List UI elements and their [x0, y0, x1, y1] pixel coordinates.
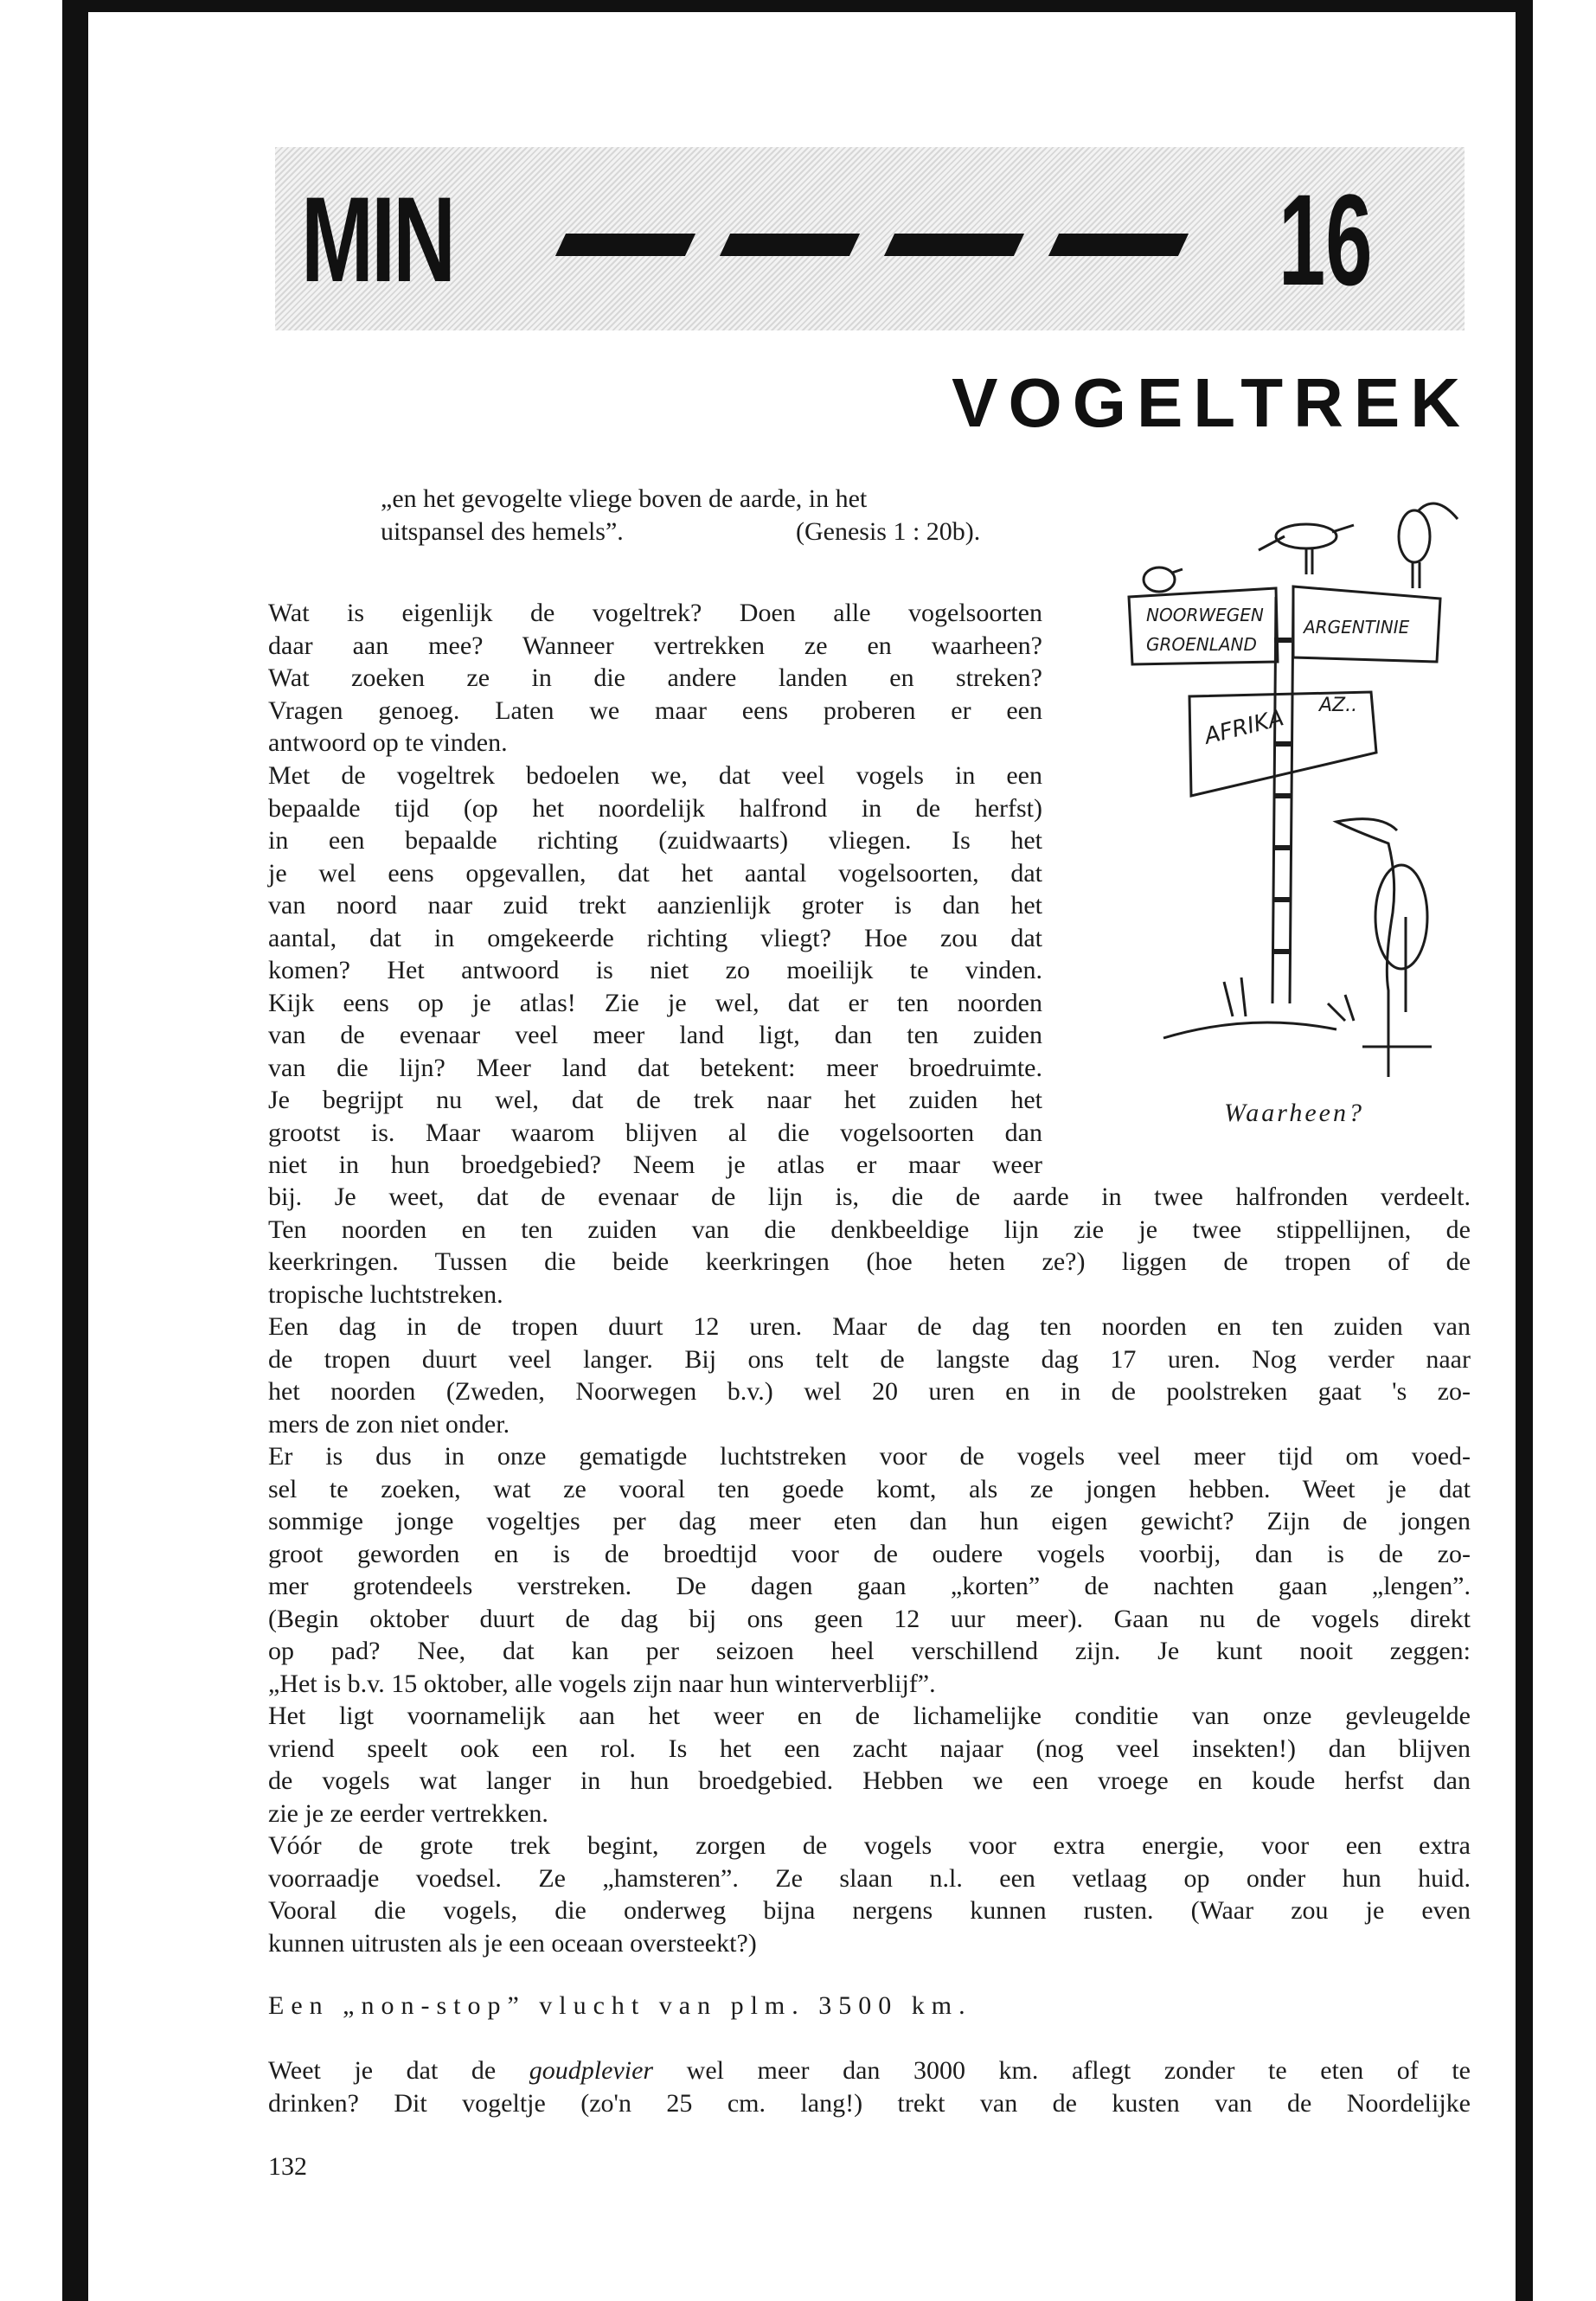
- scan-edge-right: [1516, 0, 1533, 2301]
- text-line: drinken? Dit vogeltje (zo'n 25 cm. lang!) trekt van de kusten van de Noordelijke: [268, 2088, 1471, 2118]
- banner-dash: [884, 234, 1024, 256]
- text-line: mer grotendeels verstreken. De dagen gaan „korten” de nachten gaan „lengen”.: [268, 1572, 1471, 1600]
- sign-label: NOORWEGEN: [1146, 605, 1264, 625]
- section-subheading: [268, 1990, 1471, 2022]
- epigraph-line: „en het gevogelte vliege boven de aarde, in het: [381, 484, 868, 513]
- epigraph-reference: (Genesis 1 : 20b).: [796, 517, 981, 546]
- epigraph: [381, 483, 1073, 548]
- text-line: sommige jonge vogeltjes per dag meer eten dan hun eigen gewicht? Zijn de jongen: [268, 1507, 1471, 1535]
- epigraph-text: uitspansel des hemels”.: [381, 517, 624, 546]
- illustration-caption: Waarheen?: [1224, 1099, 1364, 1127]
- text-line: Wat zoeken ze in die andere landen en streken?: [268, 663, 1042, 692]
- text-line: Vragen genoeg. Laten we maar eens proberen er een: [268, 695, 1042, 725]
- scan-edge-top: [62, 0, 1533, 12]
- banner-dash: [555, 234, 695, 256]
- text-line: sel te zoeken, wat ze vooral ten goede komt, als ze jongen hebben. Weet je dat: [268, 1474, 1471, 1503]
- text-line: het noorden (Zweden, Noorwegen b.v.) wel 20 uren en in de poolstreken gaat 's zo-: [268, 1377, 1471, 1406]
- small-bird-icon: [1144, 567, 1175, 592]
- paragraph-feeding: [268, 1440, 1471, 1700]
- text-line: niet in hun broedgebied? Neem je atlas er maar weer: [268, 1150, 1042, 1179]
- text-line: vriend speelt ook een rol. Is het een zacht najaar (nog veel insekten!) dan blijven: [268, 1734, 1471, 1763]
- signpost-illustration: [1112, 484, 1475, 1090]
- paragraph-tropics: [268, 1311, 1471, 1440]
- text-line: komen? Het antwoord is niet zo moeilijk te vinden.: [268, 956, 1042, 984]
- text-line: de vogels wat langer in hun broedgebied. Hebben we een vroege en koude herfst dan: [268, 1766, 1471, 1795]
- paragraph-golden-plover: [268, 2054, 1471, 2119]
- text-line: op pad? Nee, dat kan per seizoen heel verschillend zijn. Je kunt nooit zeggen:: [268, 1637, 1471, 1665]
- banner-label: MIN: [301, 171, 454, 307]
- text-line: Met de vogeltrek bedoelen we, dat veel vogels in een: [268, 761, 1042, 790]
- curlew-icon: [1399, 510, 1430, 562]
- sign-label: ARGENTINIE: [1304, 617, 1410, 638]
- text-line: je wel eens opgevallen, dat het aantal vogelsoorten, dat: [268, 858, 1042, 888]
- text-line: mers de zon niet onder.: [268, 1409, 510, 1439]
- text-line: in een bepaalde richting (zuidwaarts) vliegen. Is het: [268, 826, 1042, 855]
- text-line: Een dag in de tropen duurt 12 uren. Maar de dag ten noorden en ten zuiden van: [268, 1312, 1471, 1341]
- text-line: Vooral die vogels, die onderweg bijna nergens kunnen rusten. (Waar zou je even: [268, 1896, 1471, 1925]
- text-line: zie je ze eerder vertrekken.: [268, 1798, 548, 1828]
- text-line: Er is dus in onze gematigde luchtstreken voor de vogels veel meer tijd om voed-: [268, 1442, 1471, 1471]
- paragraph-migration-continued: [268, 1181, 1471, 1311]
- sign-label: AZ..: [1319, 695, 1358, 716]
- text-line: Vóór de grote trek begint, zorgen de vogels voor extra energie, voor een extra: [268, 1831, 1471, 1860]
- scan-edge-left: [62, 0, 88, 2301]
- text-line: tropische luchtstreken.: [268, 1279, 503, 1309]
- text-line: bij. Je weet, dat de evenaar de lijn is, die de aarde in twee halfronden verdeelt.: [268, 1183, 1471, 1211]
- header-banner: [275, 147, 1465, 330]
- text-line: [268, 2054, 1471, 2087]
- banner-dash: [1048, 234, 1189, 256]
- text-line: Ten noorden en ten zuiden van die denkbeeldige lijn zie je twee stippellijnen, de: [268, 1215, 1471, 1244]
- text-line: Je begrijpt nu wel, dat de trek naar het zuiden het: [268, 1086, 1042, 1114]
- text-line: groot geworden en is de broedtijd voor de oudere vogels voorbij, dan is de zo-: [268, 1539, 1471, 1568]
- text-line: van de evenaar veel meer land ligt, dan ten zuiden: [268, 1021, 1042, 1049]
- text-line: grootst is. Maar waarom blijven al die vogelsoorten dan: [268, 1118, 1042, 1147]
- text-line: „Het is b.v. 15 oktober, alle vogels zijn naar hun winterverblijf”.: [268, 1669, 936, 1698]
- bird-icon: [1276, 524, 1336, 548]
- sign-label: GROENLAND: [1146, 634, 1257, 655]
- text-line: bepaalde tijd (op het noordelijk halfrond in de herfst): [268, 793, 1042, 823]
- text-line: (Begin oktober duurt de dag bij ons geen 12 uur meer). Gaan nu de vogels direkt: [268, 1604, 1471, 1633]
- paragraph-migration: [268, 760, 1042, 1182]
- heron-icon: [1336, 819, 1406, 1077]
- epigraph-line-2: [381, 516, 1073, 548]
- paragraph-weather: [268, 1700, 1471, 1830]
- subheading-text: Een „non-stop” vlucht van plm. 3500 km.: [268, 1991, 972, 2020]
- text-fragment: wel meer dan 3000 km. aflegt zonder te eten of te: [686, 2056, 1471, 2085]
- paragraph-energy: [268, 1830, 1471, 1959]
- post-icon: [1272, 597, 1293, 1003]
- text-line: voorraadje voedsel. Ze „hamsteren”. Ze slaan n.l. een vetlaag op onder hun huid.: [268, 1863, 1471, 1893]
- text-line: van noord naar zuid trekt aanzienlijk groter is dan het: [268, 891, 1042, 920]
- sign-label: AFRIKA: [1202, 705, 1287, 750]
- text-line: antwoord op te vinden.: [268, 728, 508, 757]
- text-line: Kijk eens op je atlas! Zie je wel, dat er ten noorden: [268, 988, 1042, 1017]
- banner-dash: [720, 234, 860, 256]
- text-line: de tropen duurt veel langer. Bij ons telt de langste dag 17 uren. Nog verder naar: [268, 1344, 1471, 1374]
- banner-number: 16: [1279, 167, 1373, 312]
- text-line: daar aan mee? Wanneer vertrekken ze en waarheen?: [268, 631, 1042, 660]
- page-title: VOGELTREK: [952, 364, 1471, 441]
- text-line: Het ligt voornamelijk aan het weer en de lichamelijke conditie van onze gevleugelde: [268, 1702, 1471, 1730]
- text-fragment: Weet je dat de: [268, 2056, 497, 2085]
- text-line: keerkringen. Tussen die beide keerkringen (hoe heten ze?) liggen de tropen of de: [268, 1247, 1471, 1276]
- species-name: goudplevier: [529, 2056, 654, 2085]
- text-line: aantal, dat in omgekeerde richting vliegt? Hoe zou dat: [268, 923, 1042, 952]
- text-line: van die lijn? Meer land dat betekent: meer broedruimte.: [268, 1053, 1042, 1082]
- text-line: kunnen uitrusten als je een oceaan oversteekt?): [268, 1928, 757, 1958]
- paragraph-intro: [268, 597, 1042, 760]
- page-number: 132: [268, 2152, 307, 2181]
- text-line: Wat is eigenlijk de vogeltrek? Doen alle vogelsoorten: [268, 599, 1042, 627]
